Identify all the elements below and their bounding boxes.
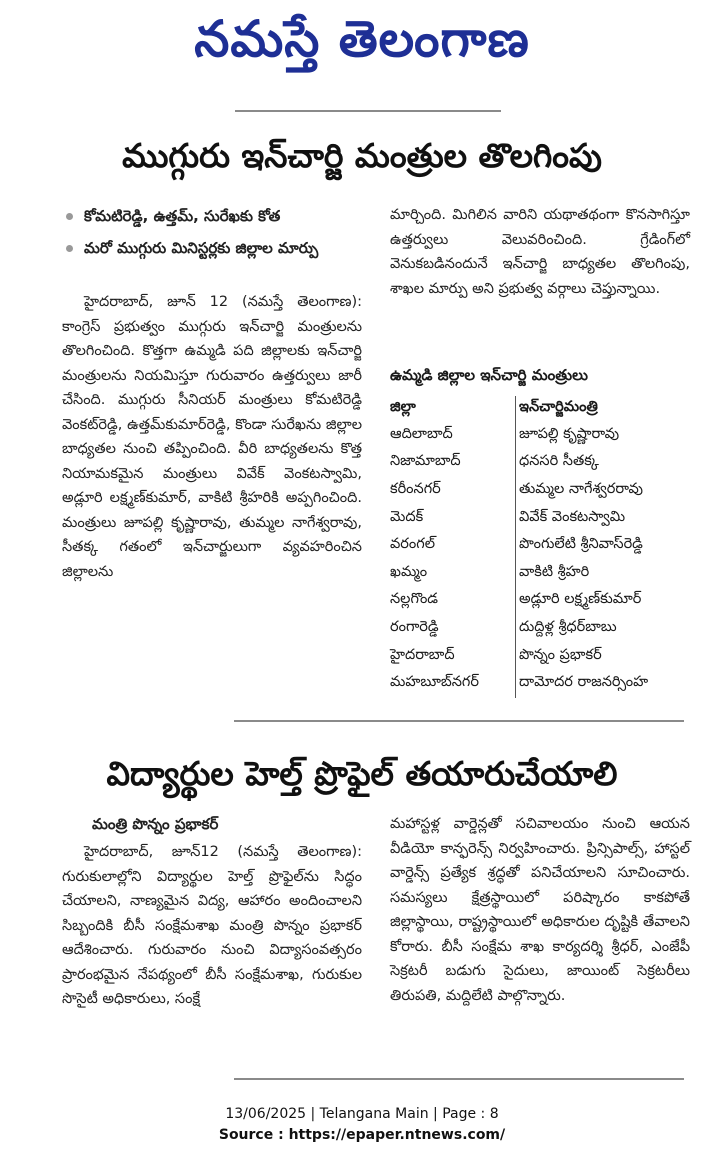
incharge-table-title: ఉమ్మడి జిల్లాల ఇన్‌చార్జి మంత్రులు [390,366,588,384]
article1-body-right: మార్చింది. మిగిలిన వారిని యథాతథంగా కొనసాగిస్తూ ఉత్తర్వులు వెలువరించింది. గ్రేడింగ్‌లో వెనుకబడినందునే ఇన్‌చార్జి బాధ్యతల తొలగింపు, శాఖల మార్పు అని ప్రభుత్వ వర్గాలు చెప్తున్నాయి. [390,207,690,297]
bullet-item [62,204,362,228]
district-cell: ఖమ్మం [390,560,516,588]
bullet-item [62,236,362,260]
article1-left-column [62,204,362,584]
minister-cell: పొన్నం ప్రభాకర్ [519,646,602,663]
article2-headline: విద్యార్థుల హెల్త్ ప్రొఫైల్ తయారుచేయాలి [106,754,618,793]
table-row [390,450,648,478]
minister-cell: పొంగులేటి శ్రీనివాస్‌రెడ్డి [519,536,643,553]
district-cell: నిజామాబాద్ [390,450,516,478]
footer [0,1104,724,1146]
district-cell: వరంగల్ [390,532,516,560]
table-row [390,560,648,588]
article2-left-column [62,812,362,1012]
masthead-divider [235,110,501,112]
footer-source: Source : https://epaper.ntnews.com/ [218,1127,506,1143]
district-cell: కరీంనగర్ [390,477,516,505]
section-divider [234,720,684,722]
footer-divider [234,1078,684,1080]
table-header-minister: ఇన్‌చార్జిమంత్రి [519,399,598,415]
minister-cell: దామోదర రాజనర్సింహ [519,674,649,691]
article2-subhead: మంత్రి పొన్నం ప్రభాకర్ [92,815,219,833]
table-row [390,532,648,560]
table-row [390,670,648,698]
table-row [390,588,648,616]
minister-cell: జూపల్లి కృష్ణారావు [519,425,620,442]
table-row [390,505,648,533]
article2-body-left: హైదరాబాద్, జూన్12 (నమస్తే తెలంగాణ): గురుకులాల్లోని విద్యార్థుల హెల్త్ ప్రొఫైల్‌ను సిద్ధం చేయాలని, నాణ్యమైన విద్య, ఆహారం అందించాలని సిబ్బందికి బీసీ సంక్షేమశాఖ మంత్రి పొన్నం ప్రభాకర్ ఆదేశించారు. గురువారం నుంచి విద్యాసంవత్సరం ప్రారంభమైన నేపథ్యంలో బీసీ సంక్షేమశాఖ, గురుకుల సొసైటీ అధికారులు, సంక్షే [62,844,362,1007]
masthead: నమస్తే తెలంగాణ [194,10,530,68]
table-row [390,422,648,450]
district-cell: నల్లగొండ [390,588,516,616]
district-cell: ఆదిలాబాద్ [390,422,516,450]
district-cell: మెదక్ [390,505,516,533]
table-row [390,643,648,671]
table-header-district: జిల్లా [390,396,516,422]
district-cell: హైదరాబాద్ [390,643,516,671]
district-cell: రంగారెడ్డి [390,615,516,643]
minister-cell: ధనసరి సీతక్క [519,453,599,470]
table-row [390,477,648,505]
minister-cell: దుద్దిళ్ల శ్రీధర్‌బాబు [519,618,617,635]
footer-date-page: 13/06/2025 | Telangana Main | Page : 8 [225,1106,499,1122]
minister-cell: అడ్లూరి లక్ష్మణ్‌కుమార్ [519,591,642,608]
district-cell: మహబూబ్‌నగర్ [390,670,516,698]
minister-cell: వివేక్ వెంకటస్వామి [519,508,626,525]
table-row [390,615,648,643]
article2-body-right: మహాస్టళ్ల వార్డెన్లతో సచివాలయం నుంచి ఆయన వీడియో కాన్ఫరెన్స్ నిర్వహించారు. ప్రిన్సిపాల్స్, హాస్టల్ వార్డెన్స్ ప్రత్యేక శ్రద్ధతో పనిచేయాలని సూచించారు. సమస్యలు క్షేత్రస్థాయిలో పరిష్కారం కాకపోతే జిల్లాస్థాయి, రాష్ట్రస్థాయిలో అధికారుల దృష్టికి తేవాలని కోరారు. బీసీ సంక్షేమ శాఖ కార్యదర్శి శ్రీధర్, ఎంజేపీ సెక్రటరీ బడుగు సైదులు, జాయింట్ సెక్రటరీలు తిరుపతి, మద్దిలేటి పాల్గొన్నారు. [390,816,690,1004]
article1-right-column [390,203,690,301]
article1-bullets [62,204,362,260]
minister-cell: తుమ్మల నాగేశ్వరరావు [519,480,643,497]
minister-cell: వాకిటి శ్రీహరి [519,563,590,580]
bullet-text: కోమటిరెడ్డి, ఉత్తమ్, సురేఖకు కోత [84,207,281,225]
bullet-dot-icon [66,213,73,220]
incharge-ministers-table [390,396,648,698]
bullet-text: మరో ముగ్గురు మినిస్టర్లకు జిల్లాల మార్పు [84,239,319,257]
article1-body-left: హైదరాబాద్, జూన్ 12 (నమస్తే తెలంగాణ): కాంగ్రెస్ ప్రభుత్వం ముగ్గురు ఇన్‌చార్జి మంత్రులను తొలగించింది. కొత్తగా ఉమ్మడి పది జిల్లాలకు ఇన్‌చార్జి మంత్రులను నియమిస్తూ గురువారం ఉత్తర్వులు జారీ చేసింది. ముగ్గురు సీనియర్ మంత్రులు కోమటిరెడ్డి వెంకట్‌రెడ్డి, ఉత్తమ్‌కుమార్‌రెడ్డి, కొండా సురేఖను జిల్లాల బాధ్యతల నుంచి తప్పించింది. వీరి బాధ్యతలను కొత్త నియామకమైన మంత్రులు వివేక్ వెంకటస్వామి, అడ్లూరి లక్ష్మణ్‌కుమార్, వాకిటి శ్రీహరికి అప్పగించింది. మంత్రులు జూపల్లి కృష్ణారావు, తుమ్మల నాగేశ్వరావు, సీతక్క గతంలో ఇన్‌చార్జులుగా వ్యవహరించిన జిల్లాలను [62,294,362,580]
article2-right-column [390,812,690,1008]
bullet-dot-icon [66,245,73,252]
article1-headline: ముగ్గురు ఇన్‌చార్జి మంత్రుల తొలగింపు [122,136,602,175]
